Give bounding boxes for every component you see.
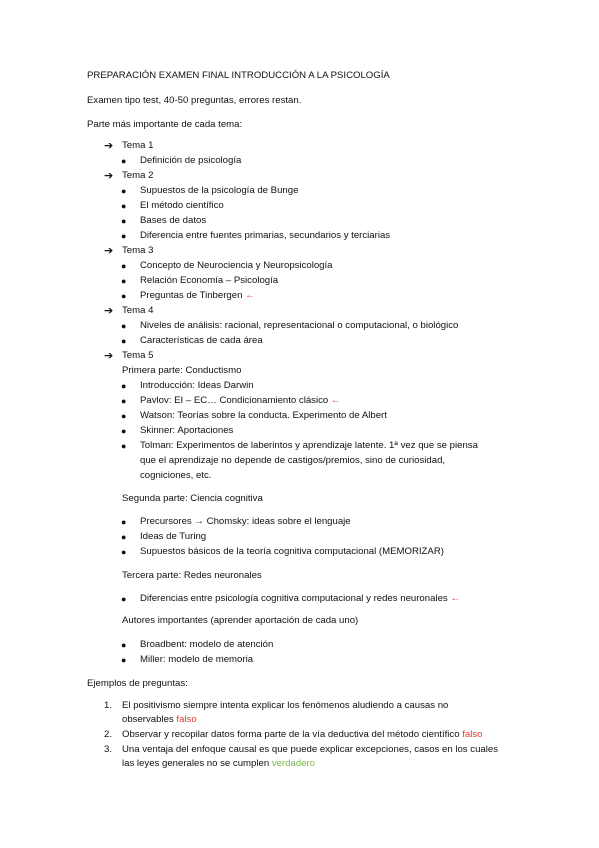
topic-item: Supuestos de la psicología de Bunge — [140, 185, 299, 196]
arrow-icon: ➔ — [104, 350, 114, 362]
bullet-icon: ● — [121, 291, 127, 301]
answer-false: falso — [462, 729, 483, 740]
subsection-heading: Tercera parte: Redes neuronales — [122, 570, 262, 581]
topic-item: Skinner: Aportaciones — [140, 425, 234, 436]
bullet-icon: ● — [121, 261, 127, 271]
bullet-icon: ● — [121, 441, 127, 451]
topic-item-line: que el aprendizaje no depende de castigos/premios, sino de curiosidad, — [140, 455, 446, 466]
bullet-icon: ● — [121, 547, 127, 557]
question-text-continued — [122, 714, 197, 726]
bullet-icon: ● — [121, 396, 127, 406]
question-text-continued — [122, 758, 315, 770]
topic-item: Relación Economía – Psicología — [140, 275, 279, 286]
answer-true: verdadero — [271, 758, 316, 769]
topic-label: Tema 2 — [122, 170, 154, 181]
topic-label: Tema 1 — [122, 140, 154, 151]
topic-label: Tema 5 — [122, 350, 154, 361]
arrow-icon: ➔ — [104, 140, 114, 152]
left-arrow-icon: ← — [450, 593, 460, 604]
topic-item: Diferencia entre fuentes primarias, secundarios y terciarias — [140, 230, 391, 241]
bullet-icon: ● — [121, 231, 127, 241]
bullet-icon: ● — [121, 336, 127, 346]
topic-item: Preguntas de Tinbergen — [140, 290, 243, 301]
examples-heading: Ejemplos de preguntas: — [87, 678, 188, 689]
answer-false: falso — [176, 714, 197, 725]
topic-item: Bases de datos — [140, 215, 207, 226]
topic-item-marked — [140, 593, 460, 605]
subsection-heading: Segunda parte: Ciencia cognitiva — [122, 493, 263, 504]
question-number: 1. — [104, 700, 113, 711]
bullet-icon: ● — [121, 321, 127, 331]
topic-item: Watson: Teorías sobre la conducta. Experimento de Albert — [140, 410, 387, 421]
arrow-icon: ➔ — [104, 305, 114, 317]
topic-item-part: Precursores — [140, 516, 192, 527]
bullet-icon: ● — [121, 594, 127, 604]
topic-item: Broadbent: modelo de atención — [140, 639, 274, 650]
bullet-icon: ● — [121, 517, 127, 527]
topic-item: Pavlov: EI – EC… Condicionamiento clásico — [140, 395, 329, 406]
bullet-icon: ● — [121, 411, 127, 421]
important-parts-heading: Parte más importante de cada tema: — [87, 119, 243, 130]
bullet-icon: ● — [121, 655, 127, 665]
question-text-continued — [122, 729, 483, 741]
topic-item: Supuestos básicos de la teoría cognitiva computacional (MEMORIZAR) — [140, 546, 444, 557]
document-title: PREPARACIÓN EXAMEN FINAL INTRODUCCIÓN A LA PSICOLOGÍA — [87, 70, 390, 81]
topic-item: Concepto de Neurociencia y Neuropsicología — [140, 260, 333, 271]
topic-item: Definición de psicología — [140, 155, 242, 166]
bullet-icon: ● — [121, 216, 127, 226]
subsection-heading: Primera parte: Conductismo — [122, 365, 242, 376]
left-arrow-icon: ← — [330, 395, 341, 406]
topic-item: Introducción: Ideas Darwin — [140, 380, 254, 391]
topic-label: Tema 3 — [122, 245, 154, 256]
topic-item-marked — [140, 290, 255, 302]
topic-item: Diferencias entre psicología cognitiva computacional y redes neuronales — [140, 593, 448, 604]
topic-item: Niveles de análisis: racional, representacional o computacional, o biológico — [140, 320, 459, 331]
bullet-icon: ● — [121, 201, 127, 211]
question-text: El positivismo siempre intenta explicar los fenómenos aludiendo a causas no — [122, 700, 449, 711]
topic-item-part: Chomsky: ideas sobre el lenguaje — [206, 516, 351, 527]
question-text: Una ventaja del enfoque causal es que puede explicar excepciones, casos en los cuales — [122, 744, 499, 755]
bullet-icon: ● — [121, 426, 127, 436]
bullet-icon: ● — [121, 276, 127, 286]
topic-item-precursors — [140, 516, 351, 528]
right-arrow-icon: → — [194, 516, 204, 527]
topic-item: Ideas de Turing — [140, 531, 207, 542]
topic-item: El método científico — [140, 200, 224, 211]
subsection-heading: Autores importantes (aprender aportación de cada uno) — [122, 615, 359, 626]
topic-item-line: Tolman: Experimentos de laberintos y aprendizaje latente. 1ª vez que se piensa — [140, 440, 478, 451]
bullet-icon: ● — [121, 640, 127, 650]
bullet-icon: ● — [121, 156, 127, 166]
question-number: 2. — [104, 729, 113, 740]
topic-item-line: cogniciones, etc. — [140, 470, 212, 481]
left-arrow-icon: ← — [245, 290, 255, 301]
question-text: observables — [122, 714, 174, 725]
question-text: Observar y recopilar datos forma parte de la vía deductiva del método científico — [122, 729, 460, 740]
topic-item: Características de cada área — [140, 335, 263, 346]
question-number: 3. — [104, 744, 113, 755]
question-text: las leyes generales no se cumplen — [122, 758, 270, 769]
arrow-icon: ➔ — [104, 170, 114, 182]
exam-format-text: Examen tipo test, 40-50 preguntas, errores restan. — [87, 95, 302, 106]
arrow-icon: ➔ — [104, 245, 114, 257]
topic-item-marked — [140, 395, 341, 407]
bullet-icon: ● — [121, 381, 127, 391]
topic-label: Tema 4 — [122, 305, 154, 316]
topic-item: Miller: modelo de memoria — [140, 654, 254, 665]
bullet-icon: ● — [121, 532, 127, 542]
bullet-icon: ● — [121, 186, 127, 196]
